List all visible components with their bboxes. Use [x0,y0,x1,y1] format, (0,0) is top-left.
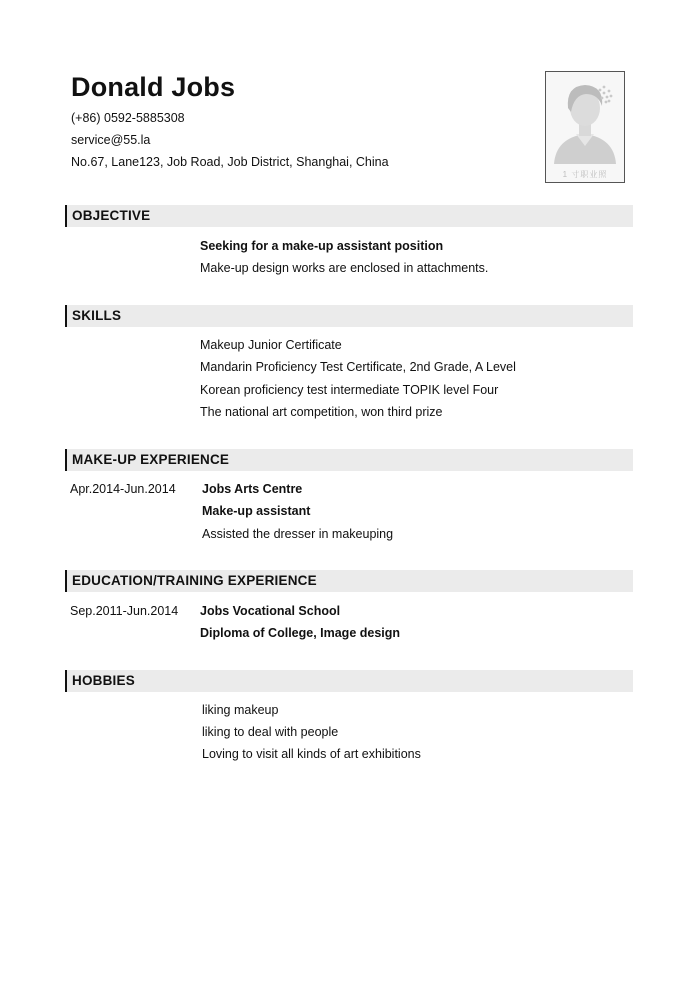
hobby-item: liking makeup [202,703,279,717]
section-title-hobbies: HOBBIES [72,673,135,688]
experience-company: Jobs Arts Centre [202,482,303,496]
home-address: No.67, Lane123, Job Road, Job District, Shanghai, China [71,155,389,169]
objective-detail: Make-up design works are enclosed in attachments. [200,261,489,275]
skill-item: The national art competition, won third prize [200,405,443,419]
hobby-item: Loving to visit all kinds of art exhibitions [202,747,421,761]
section-skills [65,305,633,327]
skill-item: Mandarin Proficiency Test Certificate, 2nd Grade, A Level [200,360,516,374]
section-experience [65,449,633,471]
objective-headline: Seeking for a make-up assistant position [200,239,444,253]
person-placeholder-icon [546,72,624,182]
section-title-skills: SKILLS [72,308,122,323]
education-date: Sep.2011-Jun.2014 [70,604,179,618]
section-title-objective: OBJECTIVE [72,208,151,223]
section-education [65,570,633,592]
resume-name: Donald Jobs [71,72,236,102]
section-hobbies [65,670,633,692]
photo-caption: 1 寸职业照 [562,170,608,179]
section-objective [65,205,633,227]
experience-role: Make-up assistant [202,504,311,518]
experience-detail: Assisted the dresser in makeuping [202,527,394,541]
skill-item: Makeup Junior Certificate [200,338,342,352]
section-title-experience: MAKE-UP EXPERIENCE [72,452,230,467]
skill-item: Korean proficiency test intermediate TOPIK level Four [200,383,499,397]
education-school: Jobs Vocational School [200,604,341,618]
email-address: service@55.la [71,133,151,147]
experience-date: Apr.2014-Jun.2014 [70,482,176,496]
phone-number: (+86) 0592-5885308 [71,111,185,125]
education-degree: Diploma of College, Image design [200,626,401,640]
profile-photo [545,71,625,183]
hobby-item: liking to deal with people [202,725,339,739]
section-title-education: EDUCATION/TRAINING EXPERIENCE [72,573,317,588]
